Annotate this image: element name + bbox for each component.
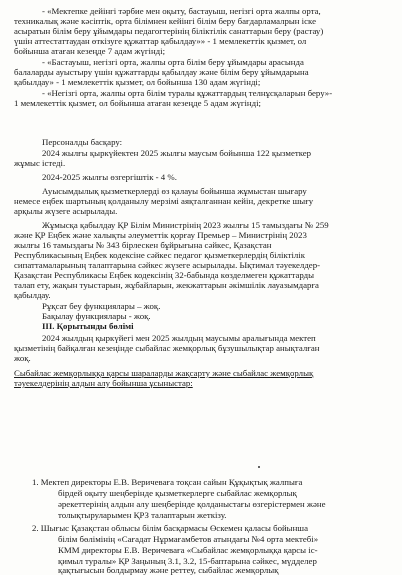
doc-line: және ҚР Еңбек және халықты әлеуметтік қорғау Премьер – Министрінің 2023 <box>14 230 307 240</box>
doc-line: - «Бастауыш, негізгі орта, жалпы орта білім беру ұйымдары арасында <box>42 57 304 67</box>
doc-line: Ауысымдылық қызметкерлерді өз қалауы бойынша жұмыстан шығару <box>42 186 307 196</box>
doc-line: Персоналды басқару: <box>42 137 123 147</box>
doc-line: қабылдау. <box>14 290 51 300</box>
doc-line: үшін аттестаттаудан өткізуге құжаттар қабылдау»» - 1 мемлекеттік қызмет, ол <box>14 36 307 46</box>
doc-line: - «Мектепке дейінгі тәрбие мен оқыту, бастауыш, негізгі орта жалпы орта, <box>42 6 321 16</box>
doc-line: техникалық және кәсіптік, орта білімнен кейінгі білім беру бағдарламалрын іске <box>14 16 316 26</box>
doc-line: балаларды ауыстыру үшін құжаттарды қабылдау және білім беру ұйымдарына <box>14 67 309 77</box>
doc-line: асыратын білім беру ұйымдары педагогтерінің біліктілік санаттарын беру (растау) <box>14 26 324 36</box>
section-heading: III. Қорытынды бөлімі <box>42 321 134 331</box>
doc-line: немесе еңбек шартының қолданылу мерзімі аяқталғаннан кейін, декретке шығу <box>14 196 314 206</box>
list-item: білім бөлімінің «Сағадат Нұрмағамбетов атындағы №4 орта мектебі» <box>58 534 319 544</box>
doc-line: 2024 жылдың қыркүйегі мен 2025 жылдың маусымы аралығында мектеп <box>42 333 316 343</box>
doc-line: талап ету, жақын туыстарын, жұбайларын, жекжаттарын әкімшілік лауазымдарға <box>14 280 319 290</box>
list-item: әрекеттерінің алдын алу шеңберінде қолданыстағы өзгерістермен және <box>58 499 326 509</box>
doc-line: арқылы жүзеге асырылады. <box>14 206 118 216</box>
doc-line: 2024-2025 жылғы өзгергіштік - 4 %. <box>42 172 177 182</box>
list-item: 2. Шығыс Қазақстан облысы білім басқармасы Өскемен қаласы бойынша <box>32 523 308 533</box>
doc-line: Қазақстан Республикасы Еңбек кодексінің 32-бабында көзделмеген құжаттарды <box>14 270 315 280</box>
list-item: толықтыруларымен ҚРЗ талаптарын жеткізу. <box>58 510 227 520</box>
list-item: бірдей оқыту шеңберінде қызметкерлерге сыбайлас жемқорлық <box>58 488 297 498</box>
doc-line: жұмыс істеді. <box>14 158 66 168</box>
doc-line: - «Негізгі орта, жалпы орта білім туралы құжаттардың телнұсқаларын беру»- <box>42 88 333 98</box>
doc-line: 2024 жылғы қыркүйектен 2025 жылғы маусым бойынша 122 қызметкер <box>42 148 312 158</box>
doc-line: Республикасының Еңбек кодексіне сәйкес педагог қызметкерлердің біліктілік <box>14 250 305 260</box>
list-item: КММ директоры Е.В. Веричеваға «Сыбайлас жемқорлыққа қарсы іс- <box>58 545 318 555</box>
doc-line: қызметінің байқалған кезеңінде сыбайлас жемқорлық бұзушылықтар анықталған <box>14 343 320 353</box>
dot-mark <box>258 466 260 468</box>
doc-line: Рұқсат беу функциялары – жоқ. <box>42 301 161 311</box>
recommendations-heading: Сыбайлас жемқорлыққа қарсы шараларды жақсарту және сыбайлас жемқорлық <box>14 368 314 378</box>
doc-line: қабылдау» - 1 мемлекеттік қызмет, ол бойынша 130 адам жүгінді; <box>14 77 261 87</box>
doc-line: бойынша атаған кезеңде 7 адам жүгінді; <box>14 46 166 56</box>
doc-line: Бақылау функциялары - жоқ. <box>42 311 151 321</box>
doc-line: жылғы 16 тамыздағы № 343 бірлескен бұйрығына сәйкес, Қазақстан <box>14 240 272 250</box>
list-item: қимыл туралы» ҚР Заңының 3.1, 3.2, 15-баптарына сәйкес, мүдделер <box>58 556 317 566</box>
list-item: қақтығысын болдырмау және реттеу, сыбайлас жемқорлық <box>58 565 279 575</box>
doc-line: 1 мемлекеттік қызмет, ол бойынша атаған кезеңде 5 адам жүгінді; <box>14 98 261 108</box>
doc-line: жоқ. <box>14 353 31 363</box>
recommendations-heading: тәуекелдерінің алдын алу бойынша ұсыныстар: <box>14 378 193 388</box>
doc-line: сипаттамаларының талаптарына сәйкес жүзеге асырылады. Ықтимал тәуекелдер- <box>14 260 321 270</box>
doc-line: Жұмысқа қабылдау ҚР Білім Министрінің 2023 жылғы 15 тамыздағы № 259 <box>42 220 329 230</box>
list-item: 1. Мектеп директоры Е.В. Веричеваға тоқсан сайын Құқықтық жалпыға <box>32 477 303 487</box>
